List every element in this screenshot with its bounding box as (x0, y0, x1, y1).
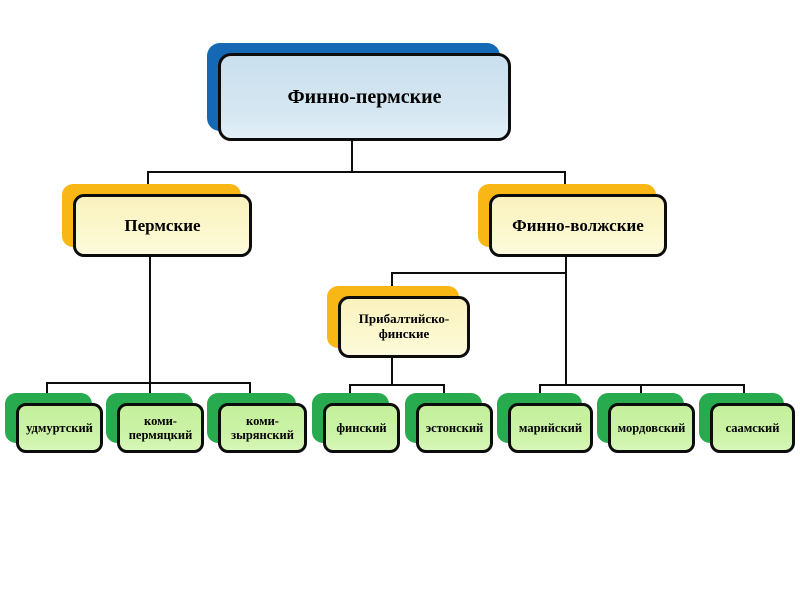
node-permic (73, 194, 252, 257)
node-komi-zyrian (218, 403, 307, 453)
connector-level1-horizontal (147, 171, 566, 173)
connector-baltic-branch (391, 272, 567, 274)
node-label: коми-пермяцкий (128, 413, 193, 442)
node-face (416, 403, 493, 453)
connector-permic-down (149, 256, 151, 396)
node-face (608, 403, 695, 453)
node-label: эстонский (425, 420, 484, 435)
node-label: Пермские (124, 215, 201, 235)
node-label: Прибалтийско-финские (358, 311, 450, 341)
node-finno-permic (218, 53, 511, 141)
node-face (323, 403, 400, 453)
node-face (338, 296, 470, 358)
connector-baltic-down (391, 356, 393, 386)
connector-volgaic-children-horizontal (539, 384, 745, 386)
node-label: финский (336, 420, 387, 435)
node-face (489, 194, 667, 257)
node-face (117, 403, 204, 453)
node-komi-permyak (117, 403, 204, 453)
node-finno-volgaic (489, 194, 667, 257)
connector-root-down (351, 141, 353, 173)
node-mari (508, 403, 593, 453)
node-label: Финно-пермские (287, 85, 442, 108)
node-saami (710, 403, 795, 453)
node-finnish (323, 403, 400, 453)
node-face (508, 403, 593, 453)
node-label: коми-зырянский (231, 413, 294, 442)
node-face (710, 403, 795, 453)
node-label: мордовский (617, 420, 686, 435)
connector-finno-volgaic-down (565, 256, 567, 386)
node-label: удмуртский (26, 420, 93, 435)
connector-baltic-children-horizontal (349, 384, 445, 386)
node-face (73, 194, 252, 257)
node-label: Финно-волжские (512, 215, 644, 235)
node-face (218, 403, 307, 453)
node-label: марийский (518, 420, 583, 435)
connector-permic-children-horizontal (46, 382, 251, 384)
node-face (218, 53, 511, 141)
node-face (16, 403, 103, 453)
node-baltic-finnic (338, 296, 470, 358)
node-label: саамский (725, 420, 780, 435)
node-estonian (416, 403, 493, 453)
node-udmurt (16, 403, 103, 453)
node-mordvin (608, 403, 695, 453)
